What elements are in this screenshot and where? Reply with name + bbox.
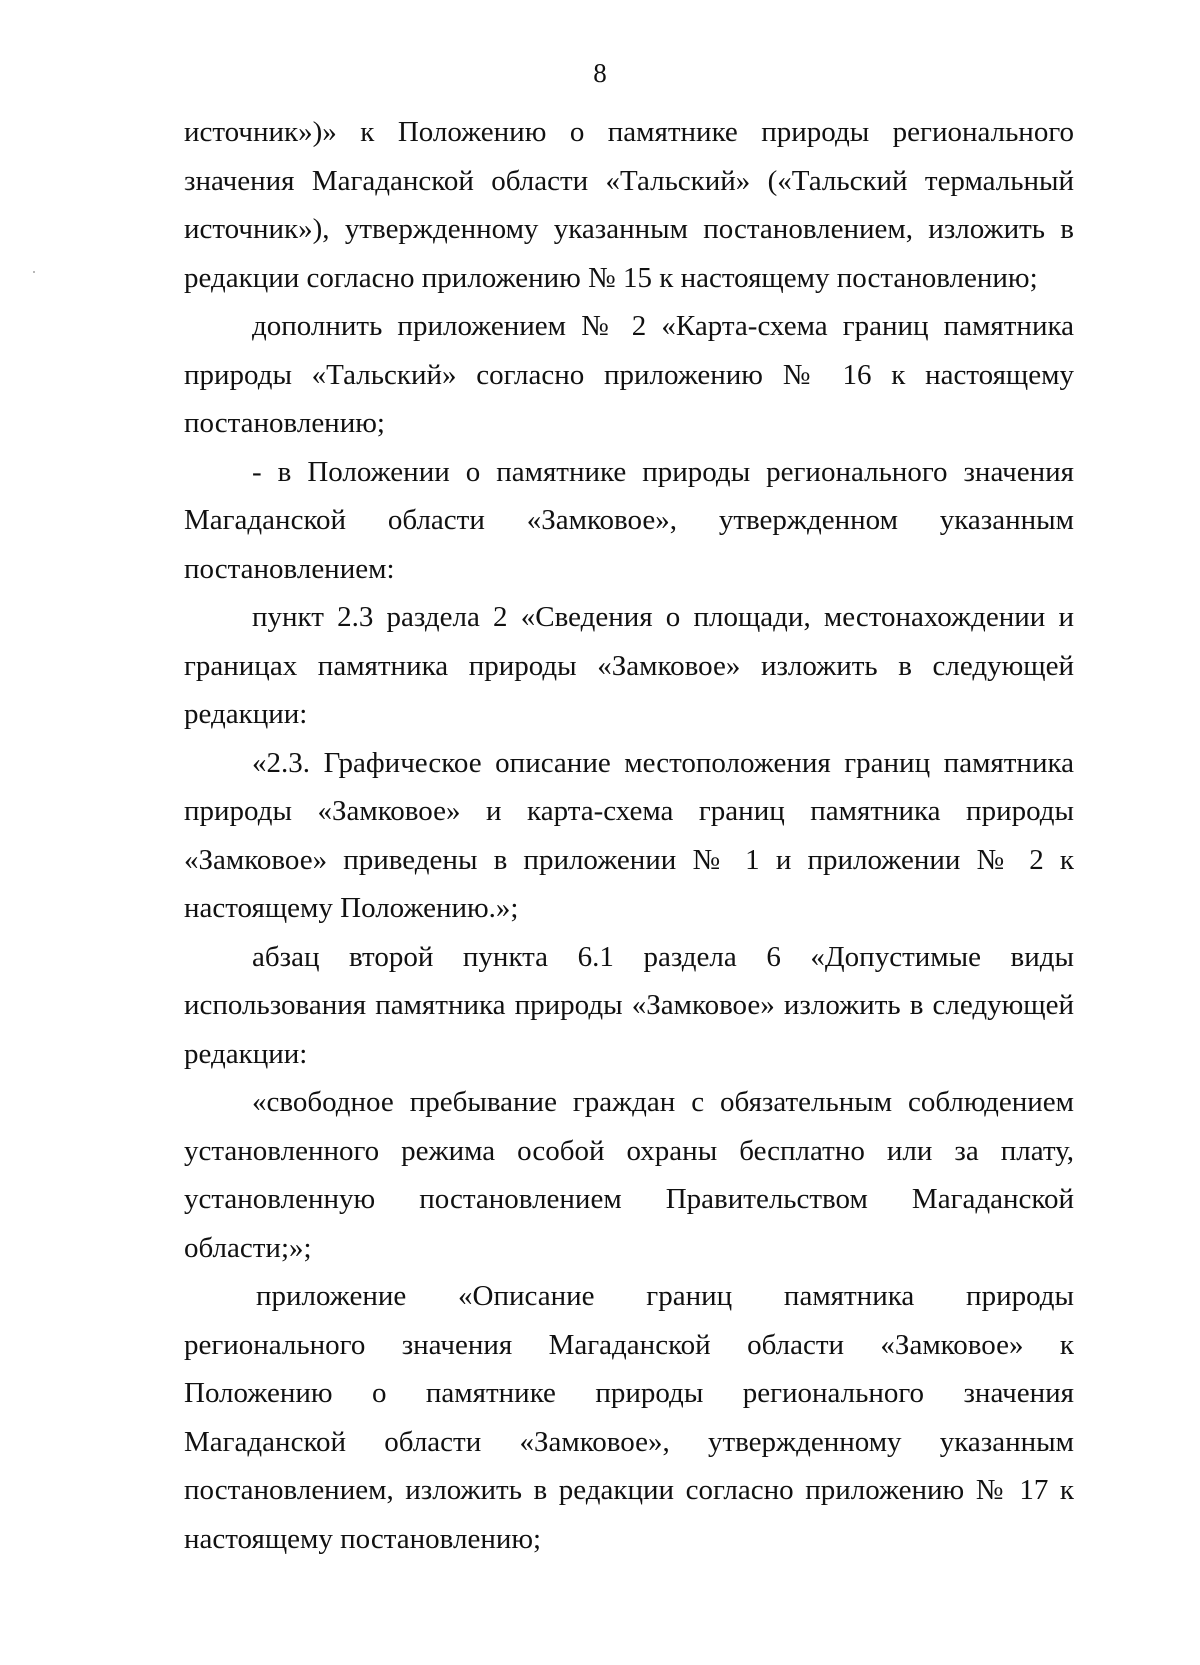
paragraph-8: приложение «Описание границ памятника природы регионального значения Магаданской области «Замковое» к Положению о памятнике природы регионального значения Магаданской области «Замковое», утвержденному указанным постановлением, изложить в редакции согласно приложению № 17 к настоящему постановлению; — [184, 1280, 1074, 1555]
paragraph-6: абзац второй пункта 6.1 раздела 6 «Допустимые виды использования памятника природы «Замковое» изложить в следующей редакции: — [184, 940, 1074, 1070]
document-body — [184, 108, 1074, 1563]
paragraph-1: источник»)» к Положению о памятнике природы регионального значения Магаданской области «Тальский» («Тальский термальный источник»), утвержденному указанным постановлением, изложить в редакции согласно приложению № 15 к настоящему постановлению; — [184, 116, 1074, 294]
page-number: 8 — [593, 58, 607, 88]
paragraph-4: пункт 2.3 раздела 2 «Сведения о площади, местонахождении и границах памятника природы «Замковое» изложить в следующей редакции: — [184, 601, 1074, 730]
paragraph-3: - в Положении о памятнике природы регионального значения Магаданской области «Замковое», утвержденном указанным постановлением: — [184, 455, 1074, 585]
paragraph-5: «2.3. Графическое описание местоположения границ памятника природы «Замковое» и карта-схема границ памятника природы «Замковое» приведены в приложении № 1 и приложении № 2 к настоящему Положению.»; — [184, 746, 1074, 924]
paragraph-7: «свободное пребывание граждан с обязательным соблюдением установленного режима особой охраны бесплатно или за плату, установленную постановлением Правительством Магаданской области;»; — [184, 1086, 1074, 1264]
paragraph-2: дополнить приложением № 2 «Карта-схема границ памятника природы «Тальский» согласно приложению № 16 к настоящему постановлению; — [184, 310, 1074, 439]
scan-speck — [33, 271, 35, 273]
